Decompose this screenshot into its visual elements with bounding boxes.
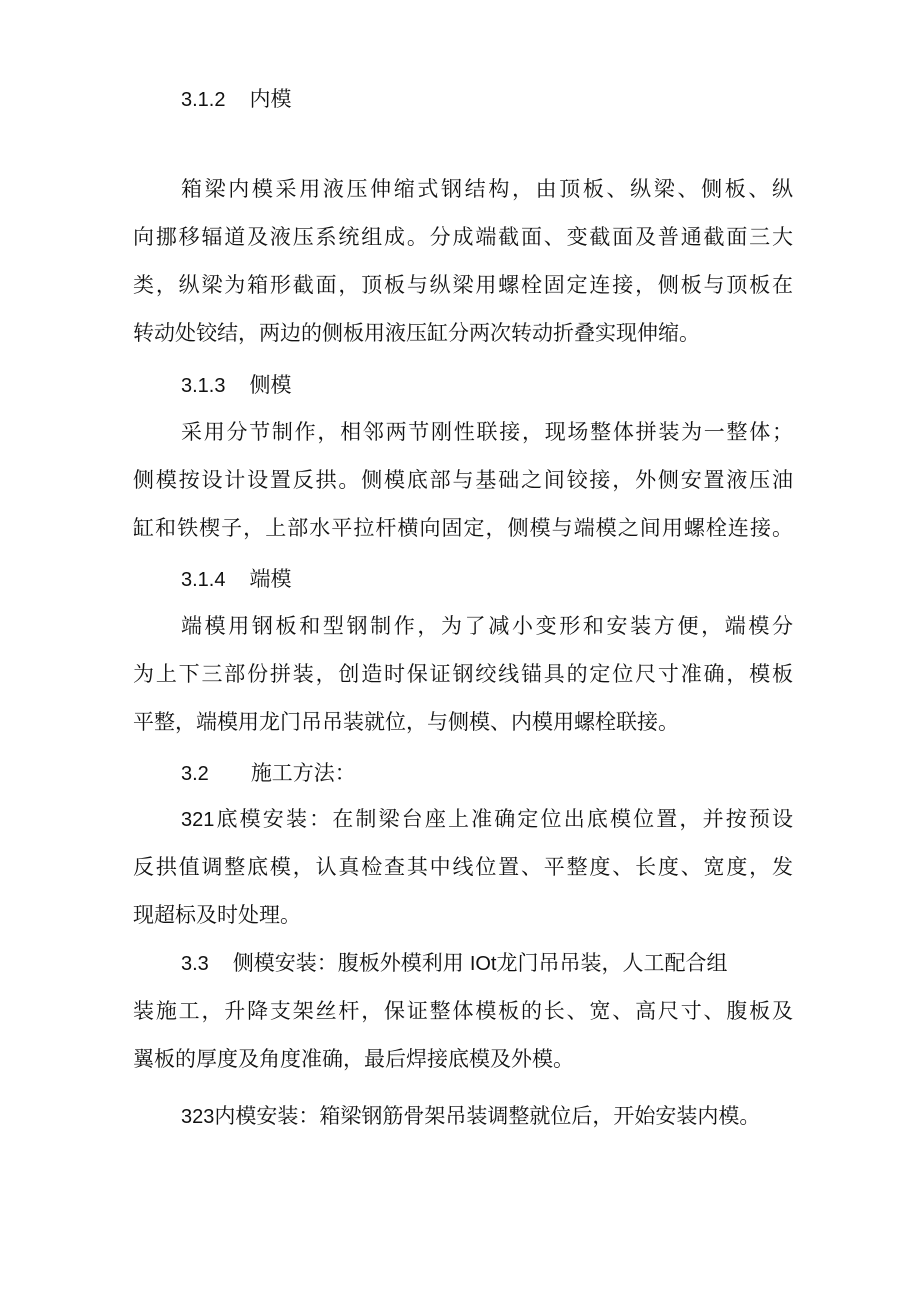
heading-3-2: [181, 759, 841, 788]
heading-3-1-4: [181, 565, 841, 594]
item-number: 321: [181, 809, 215, 831]
paragraph-line: 采用分节制作，相邻两节刚性联接，现场整体拼装为一整体；: [181, 420, 793, 444]
heading-3-1-2: [181, 85, 841, 114]
section-title: 端模: [249, 567, 292, 591]
item-number: 323: [181, 1106, 215, 1128]
section-number: 3.2: [181, 763, 209, 785]
crane-capacity: IOt: [469, 953, 497, 975]
section-title: 内模: [249, 87, 292, 111]
paragraph-line: 向挪移辐道及液压系统组成。分成端截面、变截面及普通截面三大: [133, 225, 793, 249]
item-text: 侧模安装：腹板外模利用: [232, 951, 464, 975]
paragraph-321-line-1: [181, 805, 793, 834]
item-number: 3.3: [181, 953, 209, 975]
paragraph-line: 现超标及时处理。: [133, 903, 301, 927]
section-number: 3.1.2: [181, 89, 226, 111]
section-title: 侧模: [249, 373, 292, 397]
paragraph-line: 端模用钢板和型钢制作，为了减小变形和安装方便，端模分: [181, 614, 793, 638]
section-title: 施工方法：: [250, 761, 356, 785]
paragraph-323-line-1: [181, 1102, 793, 1131]
paragraph-3-3-line-1: [181, 949, 793, 978]
paragraph-line: 翼板的厚度及角度准确，最后焊接底模及外模。: [133, 1047, 574, 1071]
item-text: 内模安装：箱梁钢筋骨架吊装调整就位后，开始安装内模。: [214, 1104, 761, 1128]
paragraph-line: 反拱值调整底模，认真检查其中线位置、平整度、长度、宽度，发: [133, 855, 793, 879]
paragraph-line: 平整，端模用龙门吊吊装就位，与侧模、内模用螺栓联接。: [133, 710, 679, 734]
section-number: 3.1.3: [181, 375, 226, 397]
item-text: 龙门吊吊装，人工配合组: [496, 951, 728, 975]
section-number: 3.1.4: [181, 569, 226, 591]
paragraph-line: 类，纵梁为箱形截面，顶板与纵梁用螺栓固定连接，侧板与顶板在: [133, 273, 793, 297]
paragraph-line: 侧模按设计设置反拱。侧模底部与基础之间铰接，外侧安置液压油: [133, 468, 793, 492]
item-text: 底模安装：在制梁台座上准确定位出底模位置，并按预设: [214, 807, 793, 831]
paragraph-line: 箱梁内模采用液压伸缩式钢结构，由顶板、纵梁、侧板、纵: [181, 177, 793, 201]
paragraph-line: 缸和铁楔子，上部水平拉杆横向固定，侧模与端模之间用螺栓连接。: [133, 516, 793, 540]
heading-3-1-3: [181, 371, 841, 400]
paragraph-line: 转动处铰结，两边的侧板用液压缸分两次转动折叠实现伸缩。: [133, 321, 700, 345]
paragraph-line: 装施工，升降支架丝杆，保证整体模板的长、宽、高尺寸、腹板及: [133, 999, 793, 1023]
paragraph-line: 为上下三部份拼装，创造时保证钢绞线锚具的定位尺寸准确，模板: [133, 662, 793, 686]
